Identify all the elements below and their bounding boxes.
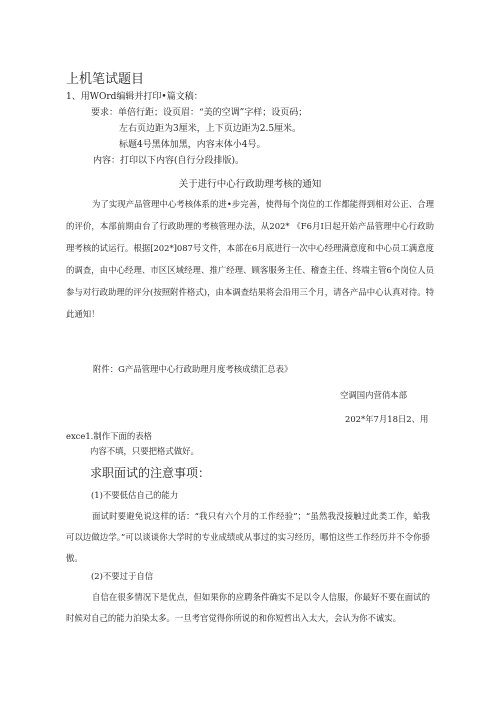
interview-section-1-body: 面试时要避免说这样的话：“我只有六个月的工作经验”；“虽然我没接触过此类工作，蛤我可以边做边学。”可以谈谈你大学时的专业成绩或从事过的实习经历，哪怕这些工作经历并不令你骄傲。 <box>66 511 430 563</box>
notice-sender: 空调国内营俏本部 <box>340 390 407 400</box>
task2-heading: exce1.制作下面的表格 <box>66 431 152 441</box>
task1-content-label: 内容：打印以下内容(自行分段排版)。 <box>93 156 245 166</box>
notice-attachment: 附件：G产品管理中心行政助理月度考核成绩汇总表》 <box>93 364 293 374</box>
interview-section-2-body: 自信在很多情况下是优点，但如果你的应聘条件确实不足以令人信服，你最好不要在面试的时候对自己的能力泊染太多。一旦考官觉得你所说的和你短哲出入太大，会认为你不诚实。 <box>66 592 430 623</box>
task1-requirement-3: 标题4号黑体加黑，内容末体小4号。 <box>119 140 266 150</box>
document-title: 上机笔试题目 <box>66 72 145 87</box>
interview-title: 求职面试的注意事项： <box>90 466 211 480</box>
notice-body: 为了实现产品管理中心考核体系的进•步完善，使得每个岗位的工作都能得到相对公正、合理的评价，本部前期由台了行政助理的考核管理办法，从202* 《F6月I日起开始产品管理中心行政助理考核的试运行。根据[202*]087号文件，本部在6月底进行一次中心经理满意度和中心员工满意度的调查，由中心经理、市区区域经理、推广经理、顾客服务主任、稽查主任、终端主管6个岗位人员参与对行政助理的评分(按照附件格式)，由本调查结果将会沿用三个月，请各产品中心认真对待。特此通知！ <box>66 199 434 319</box>
notice-title: 关于进行中心行政助理考核的通知 <box>178 179 322 190</box>
task1-requirement-2: 左右页边距为3厘米，上下页边距为2.5厘米。 <box>119 124 302 134</box>
interview-section-1-title: (1)不要低估自己的能力 <box>91 490 179 500</box>
notice-date: 202*年7月18日2、用 <box>345 414 429 424</box>
task1-requirement-1: 要求：单倍行距；设页眉：“美的空调”字样；设页码； <box>91 108 308 118</box>
task1-heading: 1、用WOrd编辑并打印•篇文稿： <box>66 92 203 102</box>
task2-note: 内容不填，只要把格式做好。 <box>90 446 199 456</box>
interview-section-2-title: (2)不要过于自信 <box>91 571 154 581</box>
